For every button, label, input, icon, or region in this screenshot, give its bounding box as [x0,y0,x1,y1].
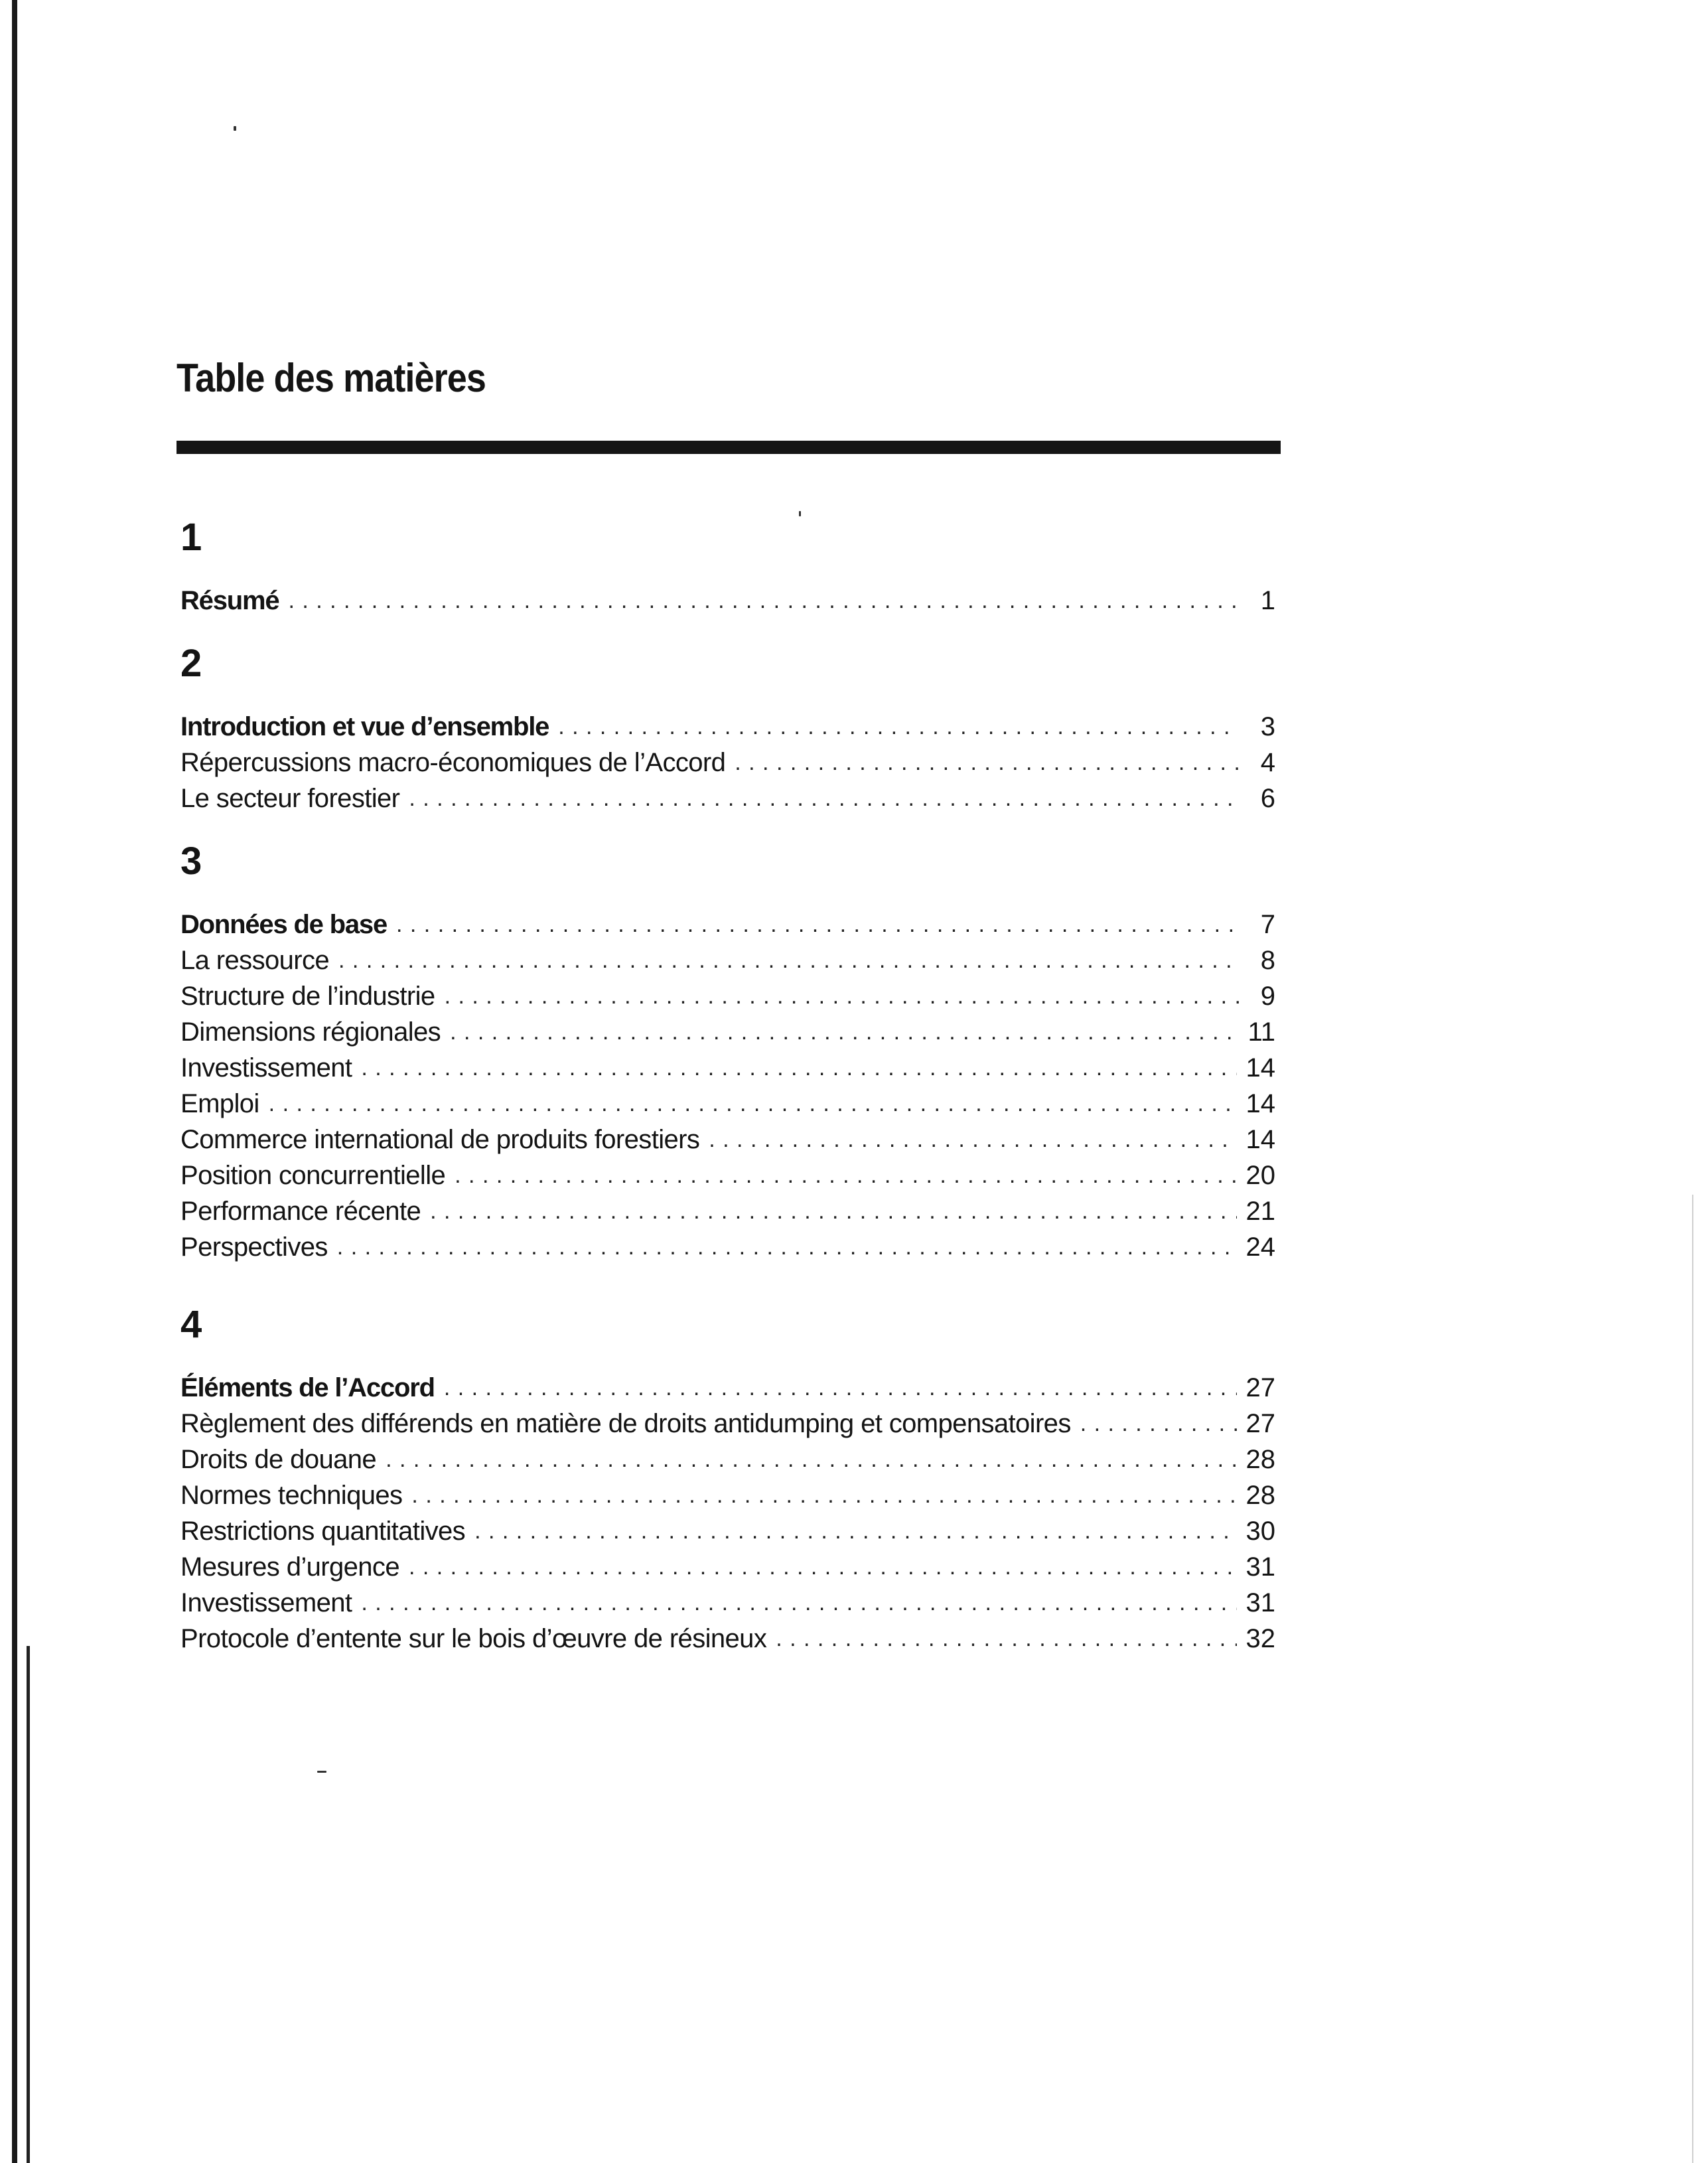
chapter-number: 3 [180,840,202,883]
chapter-number: 4 [180,1303,202,1346]
toc-entry-page: 14 [1245,1125,1275,1154]
dot-leader [386,1442,1236,1477]
dot-leader [338,942,1240,978]
toc-entry-label: La ressource [180,946,330,975]
dot-leader [558,709,1240,745]
toc-entry[interactable] [180,1086,1275,1122]
toc-entry-page: 6 [1260,784,1275,813]
toc-entry-label: Structure de l’industrie [180,982,435,1011]
toc-entry-page: 8 [1260,946,1275,975]
toc-entry[interactable] [180,709,1275,745]
toc-entry[interactable] [180,745,1275,781]
toc-entry-page: 28 [1245,1481,1275,1510]
toc-entry[interactable] [180,1621,1275,1657]
toc-entry-page: 31 [1245,1588,1275,1617]
dot-leader [288,583,1240,619]
toc-entry-page: 11 [1247,1017,1275,1047]
toc-entry-page: 20 [1245,1161,1275,1190]
dot-leader [430,1193,1236,1229]
toc-entry-page: 7 [1260,910,1275,939]
toc-entry-page: 3 [1260,712,1275,741]
toc-entry-label: Répercussions macro-économiques de l’Accord [180,748,726,777]
dot-leader [269,1086,1237,1122]
dot-leader [396,907,1240,942]
toc-entry[interactable] [180,583,1275,619]
toc-entry-label: Emploi [180,1089,259,1118]
toc-entry[interactable] [180,1477,1275,1513]
toc-entry-label: Mesures d’urgence [180,1552,399,1582]
toc-entry[interactable] [180,1370,1275,1406]
toc-entry-label: Investissement [180,1588,352,1617]
chapter-4 [180,1298,1275,1657]
toc-entry-label: Perspectives [180,1232,328,1262]
toc-entry-label: Droits de douane [180,1445,377,1474]
toc-entry[interactable] [180,1014,1275,1050]
toc-entry-label: Résumé [180,586,279,615]
chapter-number: 2 [180,642,202,685]
dot-leader [409,1549,1237,1585]
dot-leader [411,1477,1236,1513]
toc-entry-label: Normes techniques [180,1481,403,1510]
dot-leader [361,1585,1236,1621]
chapter-2 [180,637,1275,816]
toc-entry-label: Protocole d’entente sur le bois d’œuvre de résineux [180,1624,767,1653]
toc-entry-label: Introduction et vue d’ensemble [180,712,549,741]
toc-entry-label: Performance récente [180,1197,421,1226]
page-title: Table des matières [177,356,486,401]
toc-entry[interactable] [180,1157,1275,1193]
toc-entry-page: 14 [1245,1053,1275,1082]
toc-entry[interactable] [180,1513,1275,1549]
toc-entry-label: Investissement [180,1053,352,1082]
toc-entry-page: 14 [1245,1089,1275,1118]
toc-entry-page: 24 [1245,1232,1275,1262]
toc-entry[interactable] [180,1050,1275,1086]
dot-leader [337,1229,1237,1265]
toc-entry-label: Position concurrentielle [180,1161,446,1190]
toc-entry[interactable] [180,1549,1275,1585]
toc-entry[interactable] [180,978,1275,1014]
toc-entry[interactable] [180,1585,1275,1621]
toc-entry-page: 27 [1245,1373,1275,1402]
toc-entry-page: 27 [1245,1409,1275,1438]
dot-leader [735,745,1240,781]
toc-entry-label: Commerce international de produits forestiers [180,1125,700,1154]
title-rule [177,441,1281,454]
scan-binding-edge [12,0,17,2163]
dot-leader [409,781,1240,816]
toc-entry[interactable] [180,907,1275,942]
dot-leader [361,1050,1236,1086]
dot-leader [1080,1406,1237,1442]
toc-entry[interactable] [180,1229,1275,1265]
toc-entry-label: Éléments de l’Accord [180,1373,435,1402]
toc-entry-label: Le secteur forestier [180,784,400,813]
toc-entry[interactable] [180,781,1275,816]
dot-leader [776,1621,1236,1657]
scan-speck [234,126,236,131]
toc-entry[interactable] [180,942,1275,978]
toc-entry-page: 4 [1260,748,1275,777]
scan-right-edge [1692,1195,1693,2163]
toc-entry-page: 21 [1245,1197,1275,1226]
dot-leader [709,1122,1236,1157]
dot-leader [444,1370,1237,1406]
toc-entry-page: 31 [1245,1552,1275,1582]
toc-entry[interactable] [180,1122,1275,1157]
scan-speck [317,1771,326,1773]
dot-leader [474,1513,1236,1549]
toc-entry-label: Restrictions quantitatives [180,1517,466,1546]
toc-entry[interactable] [180,1406,1275,1442]
chapter-1 [180,511,1275,619]
toc-entry-label: Règlement des différends en matière de droits antidumping et compensatoires [180,1409,1071,1438]
scan-binding-shadow [27,1646,30,2163]
toc-entry[interactable] [180,1193,1275,1229]
dot-leader [445,978,1240,1014]
chapter-3 [180,835,1275,1265]
toc-entry-label: Données de base [180,910,388,939]
dot-leader [455,1157,1236,1193]
toc-entry-page: 32 [1245,1624,1275,1653]
toc-entry-page: 1 [1260,586,1275,615]
table-of-contents [180,511,1275,1657]
toc-entry-page: 28 [1245,1445,1275,1474]
toc-entry-page: 9 [1260,982,1275,1011]
toc-entry-label: Dimensions régionales [180,1017,441,1047]
toc-entry[interactable] [180,1442,1275,1477]
chapter-number: 1 [180,516,202,559]
dot-leader [450,1014,1238,1050]
toc-entry-page: 30 [1245,1517,1275,1546]
